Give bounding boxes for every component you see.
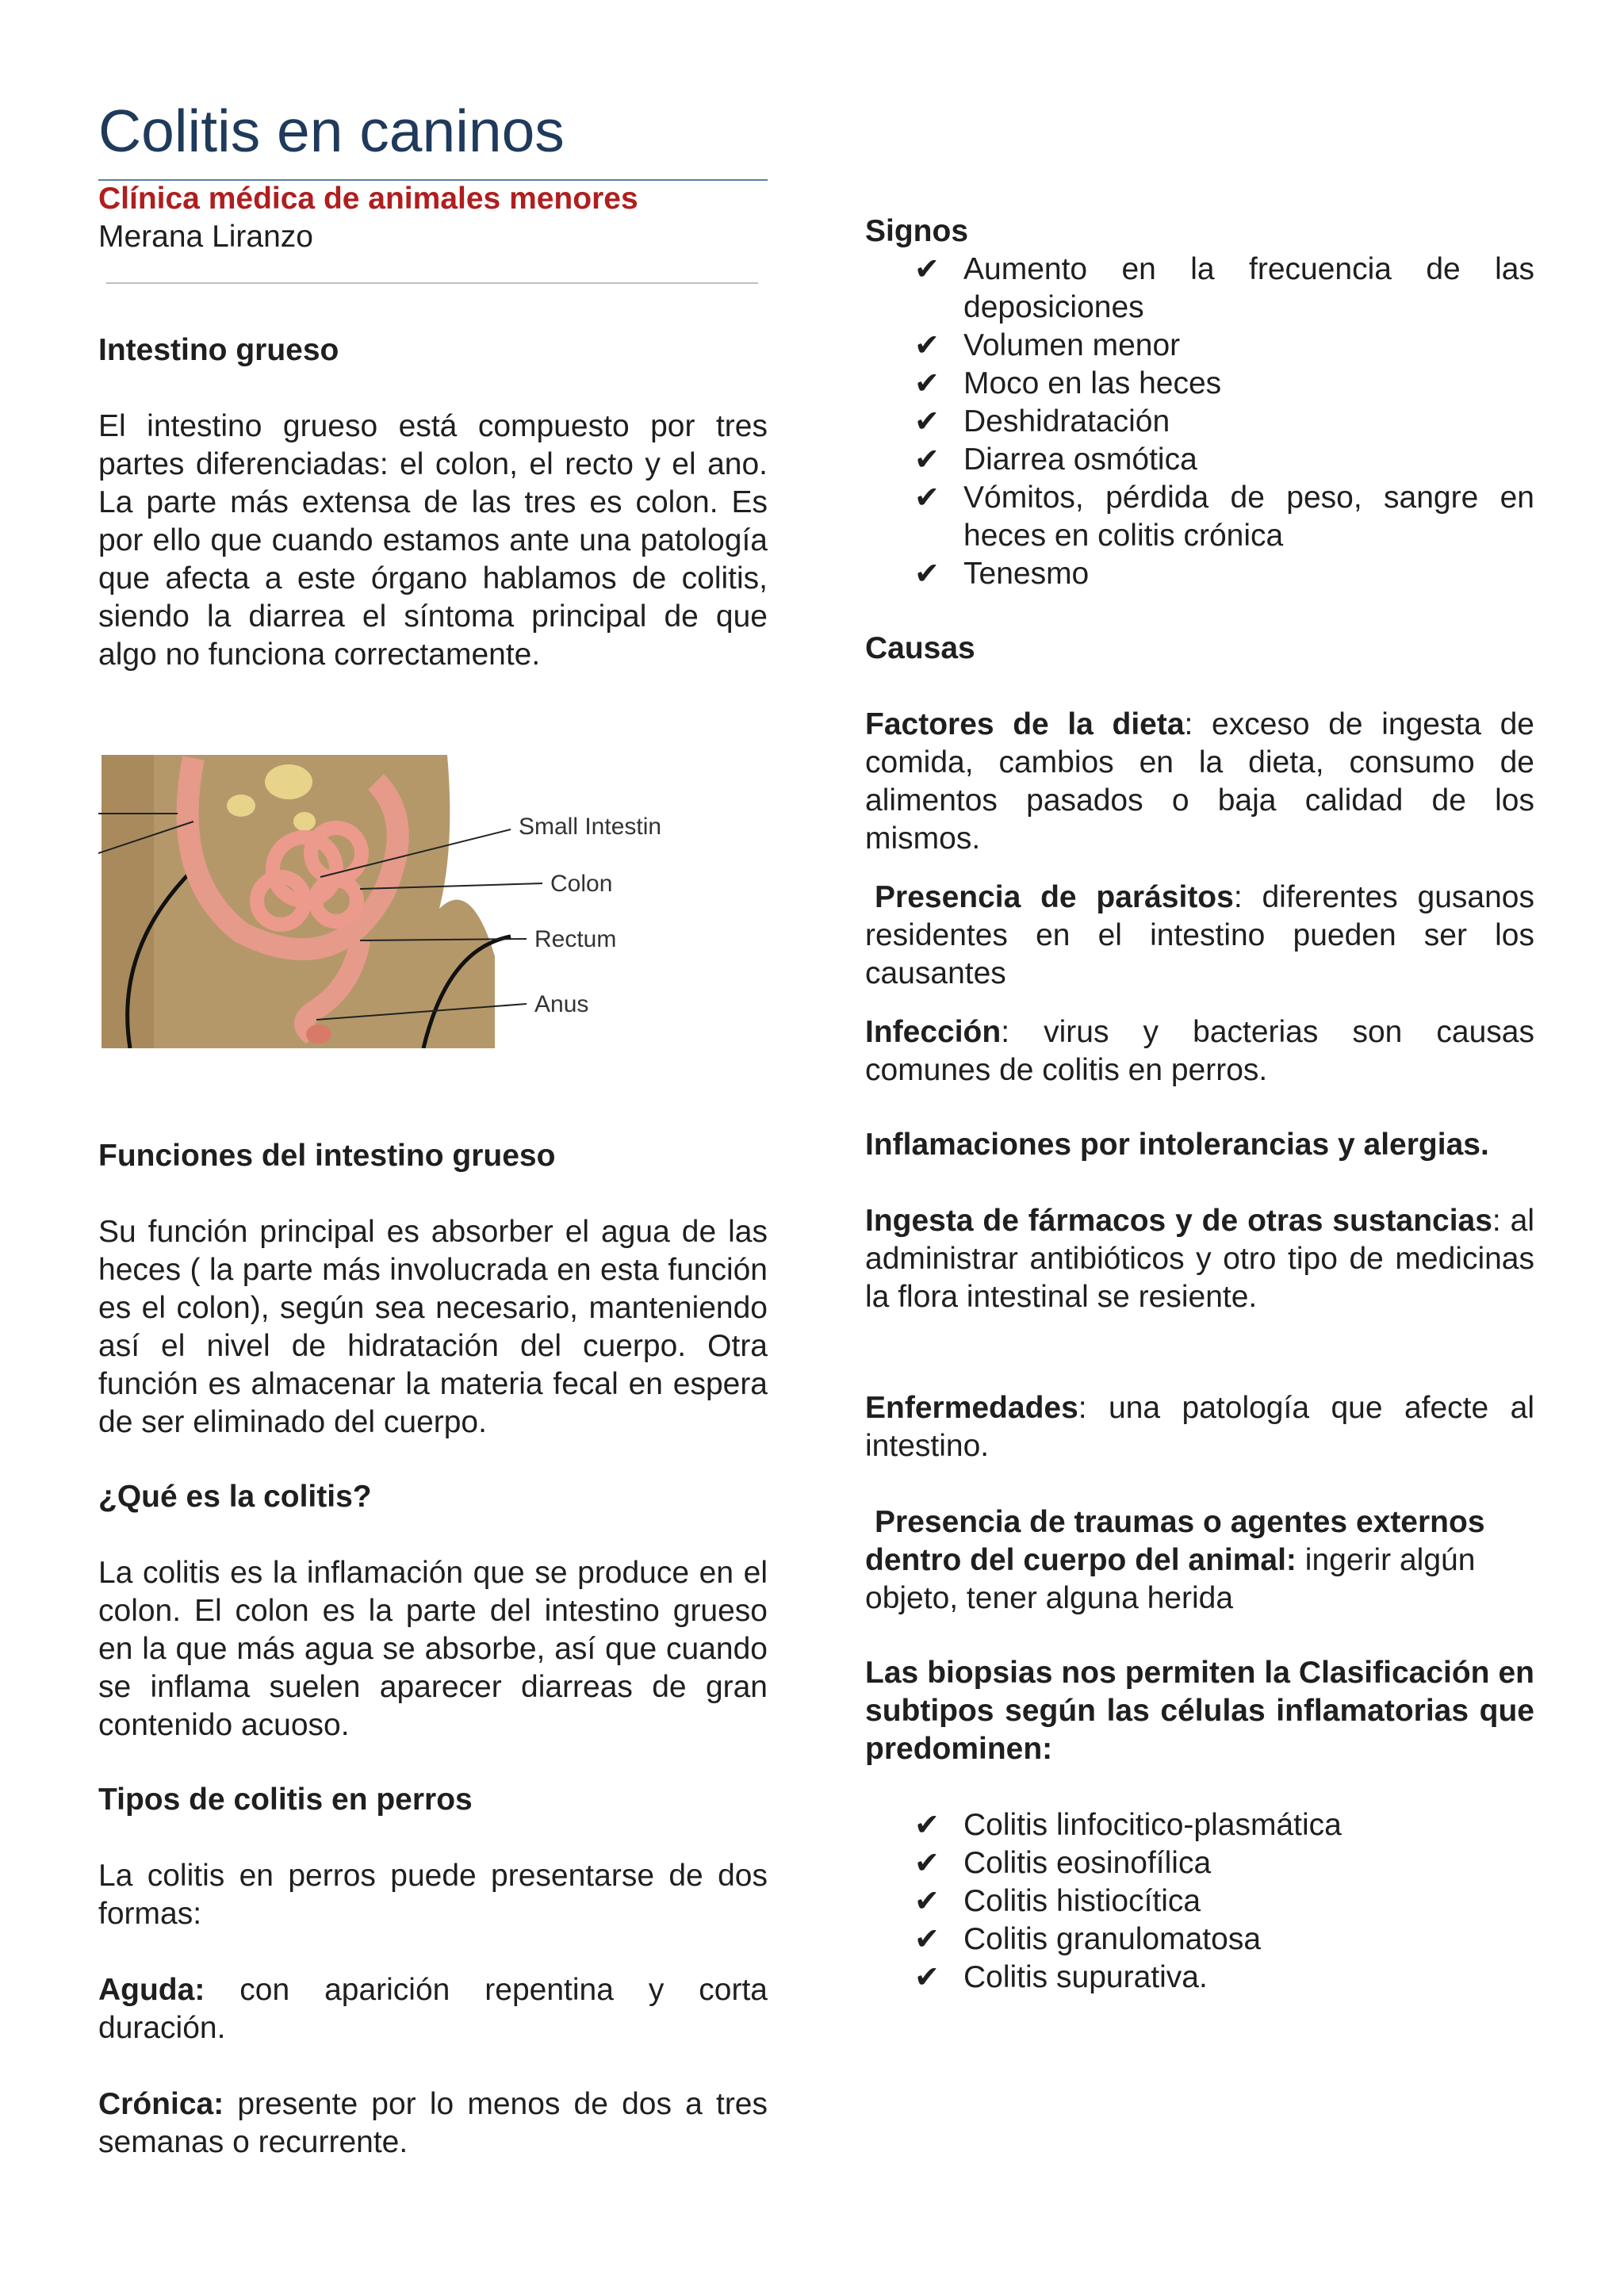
list-item	[865, 1921, 1534, 1959]
dieta-label: Factores de la dieta	[865, 707, 1185, 741]
list-item	[865, 251, 1534, 327]
check-icon: ✔	[914, 253, 940, 286]
biopsias-paragraph: Las biopsias nos permiten la Clasificación en subtipos según las células inflamatorias que predominen:	[865, 1656, 1534, 1766]
funciones-paragraph: Su función principal es absorber el agua de las heces ( la parte más involucrada en esta función es el colon), según sea necesario, manteniendo así el nivel de hidratación del cuerpo. Otra función es almacenar la materia fecal en espera de ser eliminado del cuerpo.	[98, 1215, 768, 1439]
list-item-text: Volumen menor	[963, 328, 1181, 362]
causas-heading: Causas	[865, 631, 975, 665]
subtitle: Clínica médica de animales menores	[98, 182, 638, 216]
list-item	[865, 555, 1534, 593]
signos-list	[865, 251, 1534, 593]
check-icon: ✔	[914, 443, 940, 477]
dieta-paragraph	[865, 706, 1534, 858]
infeccion-label: Infección	[865, 1015, 1002, 1049]
parasitos-paragraph	[865, 879, 1534, 993]
list-item	[865, 479, 1534, 555]
subtipos-list	[865, 1806, 1534, 1997]
intestine-diagram	[98, 750, 685, 1048]
check-icon: ✔	[914, 1885, 940, 1918]
farmacos-paragraph	[865, 1202, 1534, 1316]
enfermedades-text: : una patología que afecte al intestino.	[865, 1391, 1534, 1463]
que-es-heading: ¿Qué es la colitis?	[98, 1480, 372, 1514]
funciones-heading: Funciones del intestino grueso	[98, 1139, 556, 1173]
list-item-text: Colitis supurativa.	[963, 1960, 1208, 1994]
figure-label-small-intestine: Small Intestin	[519, 814, 662, 840]
intestino-paragraph: El intestino grueso está compuesto por tres partes diferenciadas: el colon, el recto y el ano. La parte más extensa de las tres es colon. Es por ello que cuando estamos ante una patología que afecta a este órgano hablamos de colitis, siendo la diarrea el síntoma principal de que algo no funciona correctamente.	[98, 409, 768, 672]
list-item	[865, 441, 1534, 479]
que-es-paragraph: La colitis es la inflamación que se produce en el colon. El colon es la parte del intestino grueso en la que más agua se absorbe, así que cuando se inflama suelen aparecer diarreas de gran contenido acuoso.	[98, 1556, 768, 1742]
list-item-text: Deshidratación	[963, 404, 1170, 439]
aguda-text: con aparición repentina y corta duración.	[98, 1973, 768, 2045]
cronica-paragraph	[98, 2085, 768, 2162]
signos-heading: Signos	[865, 214, 969, 248]
check-icon: ✔	[914, 1961, 940, 1994]
enfermedades-label: Enfermedades	[865, 1391, 1078, 1425]
figure-label-rectum: Rectum	[534, 926, 617, 952]
list-item	[865, 1844, 1534, 1882]
check-icon: ✔	[914, 367, 940, 400]
figure-label-anus: Anus	[534, 991, 589, 1017]
list-item-text: Colitis granulomatosa	[963, 1922, 1262, 1956]
figure-label-colon: Colon	[550, 871, 613, 897]
cronica-text: presente por lo menos de dos a tres semanas o recurrente.	[98, 2087, 768, 2159]
list-item	[865, 365, 1534, 403]
list-item	[865, 403, 1534, 441]
check-icon: ✔	[914, 1923, 940, 1956]
traumas-label: Presencia de traumas o agentes externos dentro del cuerpo del animal:	[865, 1505, 1485, 1577]
parasitos-text: : diferentes gusanos residentes en el intestino pueden ser los causantes	[865, 880, 1534, 990]
aguda-label: Aguda:	[98, 1973, 205, 2007]
list-item-text: Moco en las heces	[963, 366, 1222, 400]
list-item-text: Diarrea osmótica	[963, 442, 1197, 477]
check-icon: ✔	[914, 1809, 940, 1842]
check-icon: ✔	[914, 1847, 940, 1880]
check-icon: ✔	[914, 329, 940, 362]
aguda-paragraph	[98, 1971, 768, 2047]
intestino-heading: Intestino grueso	[98, 333, 339, 367]
list-item-text: Tenesmo	[963, 557, 1090, 591]
parasitos-label: Presencia de parásitos	[875, 880, 1234, 914]
infeccion-text: : virus y bacterias son causas comunes de colitis en perros.	[865, 1015, 1534, 1087]
farmacos-text: : al administrar antibióticos y otro tipo de medicinas la flora intestinal se resiente.	[865, 1204, 1534, 1314]
page-title: Colitis en caninos	[98, 98, 565, 164]
list-item-text: Colitis linfocitico-plasmática	[963, 1808, 1342, 1842]
traumas-paragraph	[865, 1503, 1534, 1618]
check-icon: ✔	[914, 481, 940, 515]
author-divider	[106, 282, 758, 284]
infeccion-paragraph	[865, 1013, 1534, 1090]
traumas-text: ingerir algún objeto, tener alguna herida	[865, 1543, 1476, 1615]
inflamaciones-paragraph: Inflamaciones por intolerancias y alergias.	[865, 1128, 1489, 1162]
enfermedades-paragraph	[865, 1389, 1534, 1465]
dieta-text: : exceso de ingesta de comida, cambios en la dieta, consumo de alimentos pasados o baja calidad de los mismos.	[865, 707, 1534, 856]
list-item-text: Aumento en la frecuencia de las deposiciones	[963, 252, 1534, 324]
cronica-label: Crónica:	[98, 2087, 224, 2121]
list-item	[865, 1882, 1534, 1921]
author: Merana Liranzo	[98, 220, 313, 254]
list-item-text: Colitis eosinofílica	[963, 1846, 1212, 1880]
list-item-text: Vómitos, pérdida de peso, sangre en heces en colitis crónica	[963, 481, 1534, 553]
list-item-text: Colitis histiocítica	[963, 1884, 1201, 1918]
tipos-paragraph: La colitis en perros puede presentarse de dos formas:	[98, 1859, 768, 1931]
check-icon: ✔	[914, 557, 940, 591]
list-item	[865, 1806, 1534, 1844]
tipos-heading: Tipos de colitis en perros	[98, 1783, 473, 1817]
list-item	[865, 327, 1534, 365]
list-item	[865, 1959, 1534, 1997]
check-icon: ✔	[914, 405, 940, 439]
farmacos-label: Ingesta de fármacos y de otras sustancias	[865, 1204, 1492, 1238]
